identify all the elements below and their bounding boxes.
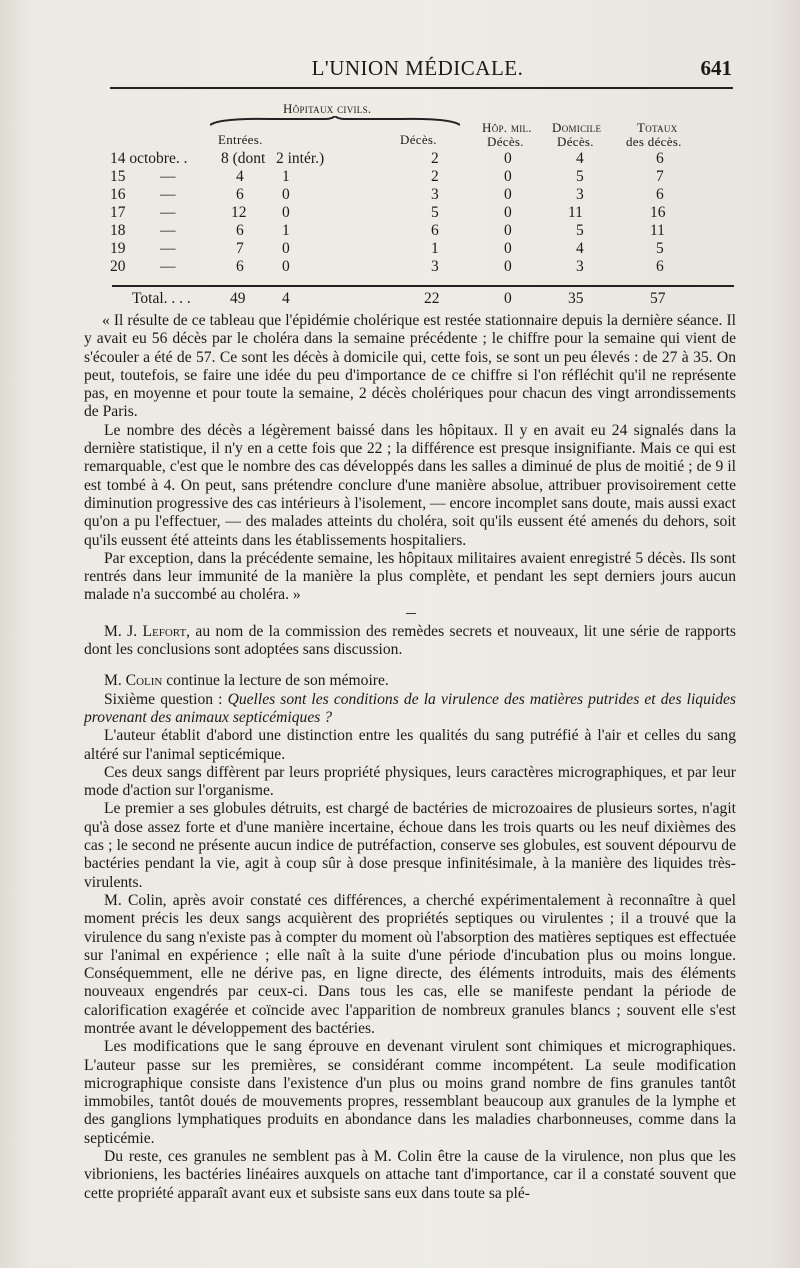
row-deaths: 3 [431,186,439,203]
row-total: 6 [656,150,664,167]
paragraph-question [84,691,736,728]
colin-name: Colin [125,672,163,690]
row-total: 6 [656,258,664,275]
row-home: 3 [576,258,584,275]
row-total: 16 [650,204,666,221]
paragraph-experiment: M. Colin, après avoir constaté ces différences, a cherché expérimentalement à reconnaître à quel moment précis les deux sangs acquièrent des propriétés septiques ou virulentes ; il a trouvé que la virulence du sang n'existe pas à compter du moment où l'absorption des matières septiques est effectuée sur l'animal en expérience ; elle naît à la suite d'une période d'incubation plus ou moins longue. Conséquemment, elle ne dérive pas, en ligne directe, des éléments introduits, mais des éléments nouveaux engendrés par ceux-ci. Dans tous les cas, elle se manifeste pendant la période de calorification exagérée et coïncide avec l'apparition de nombreux granules blancs ; souvent elle s'est montrée avant le développement des bactéries. [84,891,736,1037]
row-deaths: 3 [431,258,439,275]
row-date: 15 [110,168,126,185]
row-interior: 2 intér.) [276,150,325,167]
paragraph-first-blood: Le premier a ses globules détruits, est chargé de bactéries de microzoaires de plusieurs sortes, n'agit qu'à dose assez forte et d'une manière incertaine, échoue dans les trois quarts ou les neuf dixièmes des cas ; le second ne présente aucun indice de putréfaction, conserve ses globules, est souvent dépourvu de bactéries pendant la vie, agit à coup sûr à dose presque infinitésimale, à la manière des liquides très-virulents. [84,800,736,891]
row-deaths: 6 [431,222,439,239]
col-deaths: Décès. [400,132,437,147]
row-military: 0 [504,186,512,203]
row-entries: 12 [231,204,247,221]
row-deaths: 2 [431,150,439,167]
row-dash: — [160,204,176,221]
total-all: 57 [650,290,666,307]
row-dash: — [160,168,176,185]
col-military-1: Hôp. mil. [482,120,532,135]
paragraph-two-bloods: Ces deux sangs diffèrent par leurs propriété physiques, leurs caractères micrographiques, et par leur mode d'action sur l'organisme. [84,763,736,800]
running-title: L'UNION MÉDICALE. [311,56,524,80]
row-date: 16 [110,186,126,203]
row-total: 7 [656,168,664,185]
lefort-prefix: M. J. [104,622,143,640]
row-interior: 1 [282,168,290,185]
row-date: 17 [110,204,126,221]
paragraph-lefort [84,623,736,660]
col-home-2: Décès. [557,134,594,149]
paragraph-granules: Du reste, ces granules ne semblent pas à M. Colin être la cause de la virulence, non plus que les vibrioniens, les bactéries linéaires auxquels on attache tant d'importance, car il a constaté souvent que cette propriété apparaît avant eux et subsiste sans eux dans toute sa plé- [84,1148,736,1202]
row-military: 0 [504,204,512,221]
row-home: 11 [568,204,583,221]
colin-text: continue la lecture de son mémoire. [162,672,389,690]
row-interior: 1 [282,222,290,239]
spacer [84,659,736,672]
row-entries: 6 [236,186,244,203]
row-date: 14 octobre. . [110,150,188,167]
row-interior: 0 [282,186,290,203]
page-number: 641 [700,56,732,80]
row-dash: — [160,258,176,275]
row-home: 3 [576,186,584,203]
paragraph-hospitals: Le nombre des décès a légèrement baissé dans les hôpitaux. Il y en avait eu 24 signalés dans la dernière statistique, il n'y en a cette fois que 22 ; la différence est presque insignifiante. Mais ce qui est remarquable, c'est que le nombre des cas développés dans les salles a diminué de plus de moitié ; de 9 il est tombé à 4. On peut, sans prétendre conclure d'une manière absolue, attribuer provisoirement cette diminution progressive des cas intérieurs à l'isolement, — encore incomplet sans doute, mais aussi exact qu'on a pu l'effectuer, — des malades atteints du choléra, soit qu'ils eussent été amenés du dehors, soit qu'ils eussent été atteints dans les établissements hospitaliers. [84,421,736,549]
row-home: 4 [576,150,584,167]
paragraph-modifications: Les modifications que le sang éprouve en devenant virulent sont chimiques et micrographiques. L'auteur passe sur les premières, se considérant comme incompétent. La seule modification micrographique consiste dans l'existence d'un plus ou moins grand nombre de fins granules tantôt immobiles, tantôt doués de mouvements propres, ressemblant beaucoup aux granules de la lymphe et des ganglions lymphatiques produits en abondance dans les maladies charbonneuses, comme dans la septicémie. [84,1038,736,1147]
row-total: 5 [656,240,664,257]
row-dash: — [160,240,176,257]
row-home: 5 [576,222,584,239]
total-military: 0 [504,290,512,307]
row-entries: 6 [236,222,244,239]
row-home: 5 [576,168,584,185]
row-military: 0 [504,240,512,257]
row-date: 19 [110,240,126,257]
total-interior: 4 [282,290,290,307]
row-interior: 0 [282,240,290,257]
lefort-name: Lefort [142,622,187,640]
total-home: 35 [568,290,584,307]
row-deaths: 2 [431,168,439,185]
col-totals-1: Totaux [637,120,678,135]
row-military: 0 [504,168,512,185]
paragraph-colin [84,672,736,690]
col-entries: Entrées. [218,132,263,147]
paragraph-distinction: L'auteur établit d'abord une distinction entre les qualités du sang putréfié à l'air et celles du sang altéré sur l'animal septicémique. [84,727,736,763]
row-military: 0 [504,222,512,239]
row-interior: 0 [282,258,290,275]
row-interior: 0 [282,204,290,221]
row-entries: 4 [236,168,244,185]
row-home: 4 [576,240,584,257]
paragraph-result: « Il résulte de ce tableau que l'épidémie cholérique est restée stationnaire depuis la dernière séance. Il y avait eu 56 décès par le choléra dans la semaine précédente ; le chiffre pour la semaine qui vient de s'écouler a été de 57. Ce sont les décès à domicile qui, cette fois, se sont un peu élevés : de 27 à 35. On peut, toutefois, se faire une idée du peu d'importance de ce chiffre si l'on réfléchit qu'il ne représente pas, en moyenne et pour toute la semaine, 2 décès cholériques pour chacun des vingt arrondissements de Paris. [84,312,736,421]
total-rule [112,285,734,287]
question-title: Quelles sont les conditions de la virulence des matières putrides et des liquides provenant des animaux septicémiques ? [84,690,736,726]
mortality-table [0,0,800,310]
row-entries: 6 [236,258,244,275]
col-home-1: Domicile [552,120,602,135]
row-entries: 7 [236,240,244,257]
row-date: 20 [110,258,126,275]
row-total: 11 [650,222,665,239]
colin-prefix: M. [104,672,126,690]
row-deaths: 5 [431,204,439,221]
row-military: 0 [504,258,512,275]
lefort-text: , au nom de la commission des remèdes secrets et nouveaux, lit une série de rapports dont les conclusions sont adoptées sans discussion. [84,622,736,659]
total-deaths: 22 [424,290,440,307]
col-military-2: Décès. [487,134,524,149]
col-totals-2: des décès. [626,134,682,149]
row-dash: — [160,222,176,239]
section-separator [84,605,736,623]
row-entries: 8 (dont [221,150,266,167]
total-label: Total. . . . [132,290,191,307]
total-entries: 49 [230,290,246,307]
row-deaths: 1 [431,240,439,257]
paragraph-military: Par exception, dans la précédente semaine, les hôpitaux militaires avaient enregistré 5 décès. Ils sont rentrés dans leur immunité de la manière la plus complète, et pendant les sept derniers jours aucun malade n'a succombé au choléra. » [84,549,736,604]
row-military: 0 [504,150,512,167]
row-total: 6 [656,186,664,203]
row-dash: — [160,186,176,203]
group-brace [210,116,460,126]
row-date: 18 [110,222,126,239]
body-text [84,312,736,1203]
group-header-civil-hospitals: Hôpitaux civils. [283,101,372,116]
question-lead: Sixième question : [104,690,228,708]
